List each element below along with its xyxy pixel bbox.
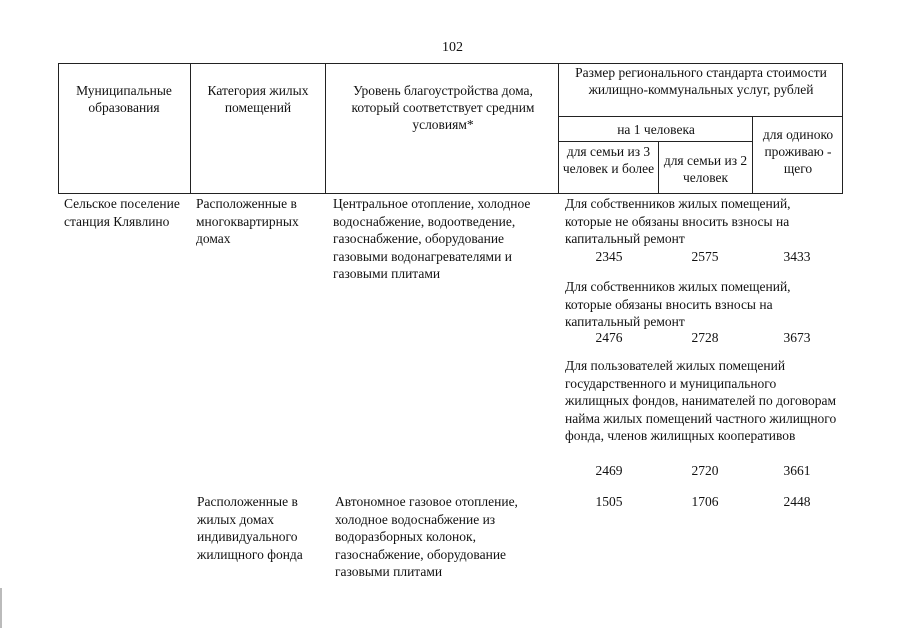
value-cell: 3673: [783, 330, 811, 345]
level-cell-1: Центральное отопление, холодное водоснабжение, водоотведение, газоснабжение, оборудование газовыми водонагревателями и газовыми плитами: [333, 196, 531, 281]
value-cell: 3433: [783, 249, 811, 264]
header-municipality: Муниципальные образования: [76, 83, 172, 115]
value-cell: 2720: [691, 463, 719, 478]
value-cell: 3661: [783, 463, 811, 478]
value-cell: 2476: [595, 330, 623, 345]
header-per-person: на 1 человека: [617, 122, 695, 137]
value-cell: 2448: [783, 494, 811, 509]
subgroup-label-1: Для собственников жилых помещений, которые не обязаны вносить взносы на капитальный ремонт: [565, 196, 791, 246]
header-single: для одиноко проживаю - щего: [762, 127, 834, 176]
header-family3: для семьи из 3 человек и более: [562, 144, 655, 176]
value-cell: 2469: [595, 463, 623, 478]
category-cell-1: Расположенные в многоквартирных домах: [196, 196, 299, 246]
page-number: 102: [442, 40, 463, 55]
subgroup-label-3: Для пользователей жилых помещений государственного и муниципального жилищных фондов, нанимателей по договорам найма жилых помещений частного жилищного фонда, членов жилищных кооперативов: [565, 358, 837, 443]
value-cell: 1706: [691, 494, 719, 509]
subgroup-label-2: Для собственников жилых помещений, которые обязаны вносить взносы на капитальный ремонт: [565, 279, 791, 329]
value-cell: 2575: [691, 249, 719, 264]
value-cell: 1505: [595, 494, 623, 509]
category-cell-2: Расположенные в жилых домах индивидуального жилищного фонда: [197, 494, 303, 562]
header-group: Размер регионального стандарта стоимости жилищно-коммунальных услуг, рублей: [575, 65, 827, 97]
scan-edge-mark: [0, 588, 2, 628]
header-family2: для семьи из 2 человек: [663, 153, 748, 185]
value-cell: 2728: [691, 330, 719, 345]
value-cell: 2345: [595, 249, 623, 264]
municipality-cell: Сельское поселение станция Клявлино: [64, 196, 180, 229]
header-level: Уровень благоустройства дома, который соответствует средним условиям*: [351, 83, 535, 132]
header-category: Категория жилых помещений: [207, 83, 309, 115]
level-cell-2: Автономное газовое отопление, холодное водоснабжение из водоразборных колонок, газоснабжение, оборудование газовыми плитами: [335, 494, 518, 579]
